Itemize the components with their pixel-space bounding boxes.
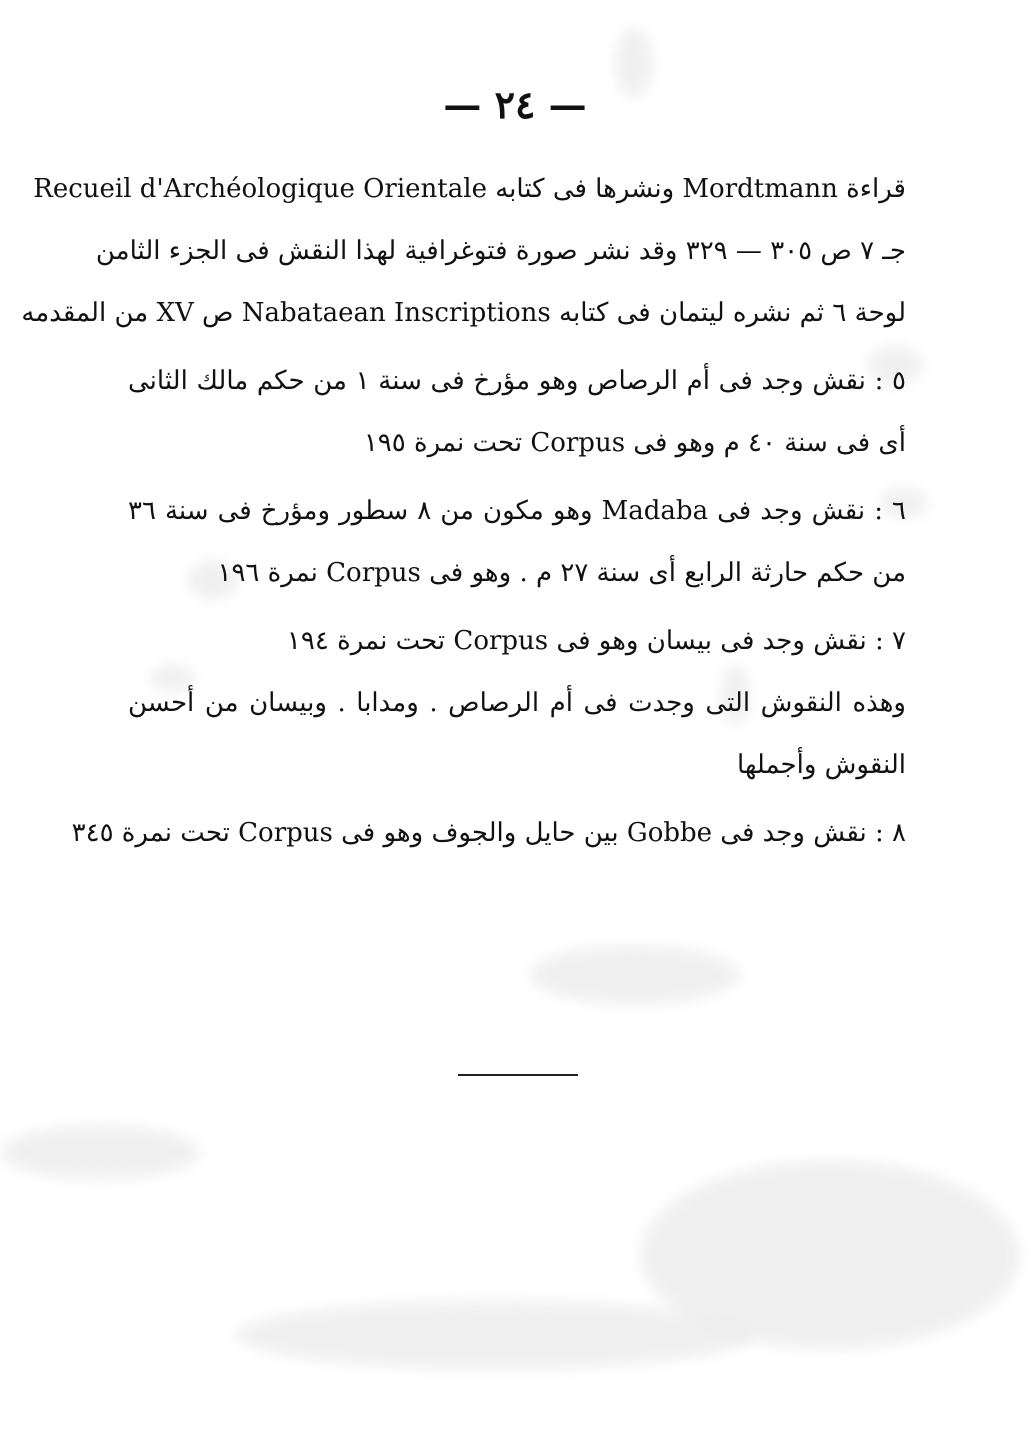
text-line: قراءة Mordtmann ونشرها فى كتابه Recueil d'Archéologique Orientale <box>33 174 906 204</box>
paragraph <box>128 610 906 796</box>
scan-smudge <box>235 1300 755 1370</box>
document-body <box>21 158 906 864</box>
text-line: ٨ : نقش وجد فى Gobbe بين حايل والجوف وهو فى Corpus تحت نمرة ٣٤٥ <box>71 818 906 848</box>
text-line: ٦ : نقش وجد فى Madaba وهو مكون من ٨ سطور ومؤرخ فى سنة ٣٦ <box>128 496 906 526</box>
paragraph <box>71 802 906 864</box>
end-divider <box>458 1074 578 1076</box>
paragraph <box>128 350 906 474</box>
text-line: لوحة ٦ ثم نشره ليتمان فى كتابه Nabataean Inscriptions ص XV من المقدمه <box>21 298 906 328</box>
text-line: وهذه النقوش التى وجدت فى أم الرصاص . ومدابا . وبيسان من أحسن <box>128 688 906 718</box>
text-line: أى فى سنة ٤٠ م وهو فى Corpus تحت نمرة ١٩٥ <box>363 428 906 458</box>
scan-smudge <box>0 1125 200 1180</box>
text-line: من حكم حارثة الرابع أى سنة ٢٧ م . وهو فى Corpus نمرة ١٩٦ <box>217 558 906 588</box>
page-number: — ٢٤ — <box>443 82 587 127</box>
text-line: ٧ : نقش وجد فى بيسان وهو فى Corpus تحت نمرة ١٩٤ <box>286 626 906 656</box>
text-line: النقوش وأجملها <box>737 750 906 780</box>
paragraph <box>21 158 906 344</box>
scan-smudge <box>530 945 740 1005</box>
text-line: جـ ٧ ص ٣٠٥ — ٣٢٩ وقد نشر صورة فتوغرافية لهذا النقش فى الجزء الثامن <box>95 236 906 266</box>
paragraph <box>128 480 906 604</box>
text-line: ٥ : نقش وجد فى أم الرصاص وهو مؤرخ فى سنة ١ من حكم مالك الثانى <box>128 366 906 396</box>
